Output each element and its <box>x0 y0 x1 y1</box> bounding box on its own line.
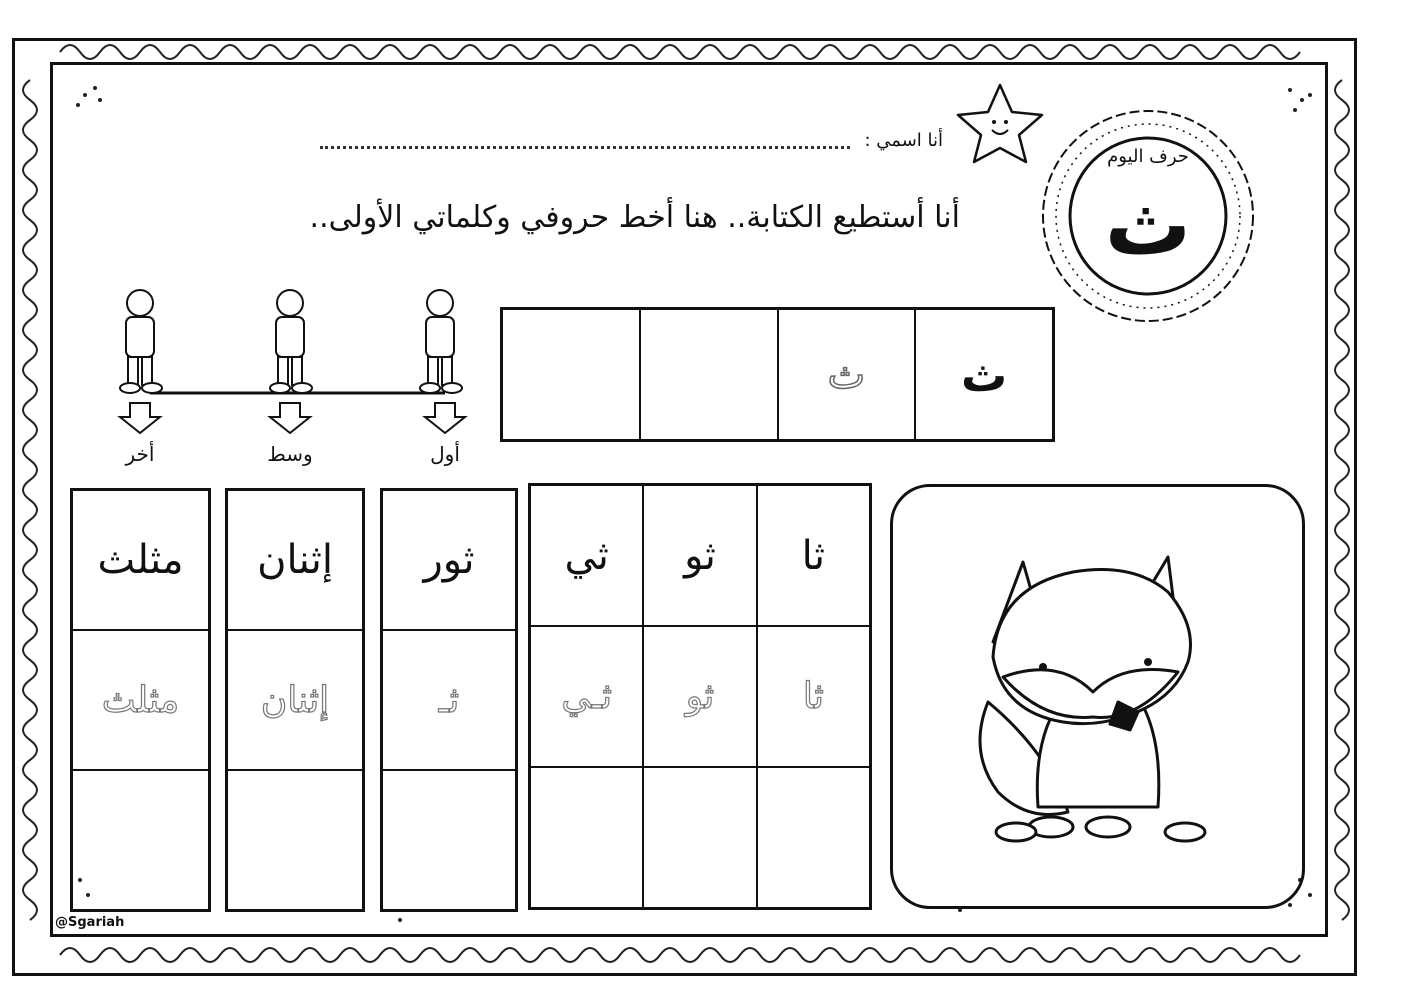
syllable-trace: ثا <box>758 627 869 768</box>
word-column-3 <box>70 488 211 912</box>
down-arrow-icon <box>425 403 465 433</box>
name-field[interactable] <box>320 146 850 149</box>
word-model: إثنان <box>228 491 362 631</box>
syllable-model: ثا <box>758 486 869 627</box>
word-trace: إثنان <box>228 631 362 771</box>
down-arrow-icon <box>270 403 310 433</box>
instruction-heading: أنا أستطيع الكتابة.. هنا أخط حروفي وكلماتي الأولى.. <box>309 200 960 235</box>
position-first-label: أول <box>430 442 460 466</box>
word-blank[interactable] <box>73 771 208 909</box>
name-label: أنا اسمي : <box>864 130 943 151</box>
letter-of-day: ث <box>1104 175 1192 275</box>
letter-blank-cell[interactable] <box>639 310 777 439</box>
syllable-trace: ثو <box>644 627 755 768</box>
child-icon <box>420 290 462 393</box>
letter-blank-cell[interactable] <box>503 310 639 439</box>
child-icon <box>270 290 312 393</box>
position-middle-label: وسط <box>267 442 313 466</box>
letter-model-cell: ث <box>914 310 1052 439</box>
word-model: مثلث <box>73 491 208 631</box>
picture-frame <box>890 484 1305 909</box>
syllable-blank[interactable] <box>644 768 755 907</box>
syllable-trace: ثـي <box>531 627 642 768</box>
syllable-table <box>528 483 872 910</box>
letter-trace-cell: ث <box>777 310 915 439</box>
position-last-label: أخر <box>125 442 155 466</box>
word-blank[interactable] <box>383 771 515 909</box>
syllable-model: ثي <box>531 486 642 627</box>
star-icon <box>950 80 1050 165</box>
word-model: ثور <box>383 491 515 631</box>
word-column-2 <box>225 488 365 912</box>
letter-of-day-title: حرف اليوم <box>1107 146 1189 167</box>
word-column-1 <box>380 488 518 912</box>
word-trace: مثلث <box>73 631 208 771</box>
syllable-blank[interactable] <box>758 768 869 907</box>
credit-label: @Sgariah <box>55 915 125 930</box>
down-arrow-icon <box>120 403 160 433</box>
letter-practice-table <box>500 307 1055 442</box>
syllable-blank[interactable] <box>531 768 642 907</box>
syllable-column <box>531 486 642 907</box>
child-icon <box>120 290 162 393</box>
word-trace: ثـ <box>383 631 515 771</box>
fox-icon <box>893 487 1302 906</box>
syllable-column <box>756 486 869 907</box>
syllable-model: ثو <box>644 486 755 627</box>
syllable-column <box>642 486 755 907</box>
position-illustration <box>100 285 480 445</box>
word-blank[interactable] <box>228 771 362 909</box>
